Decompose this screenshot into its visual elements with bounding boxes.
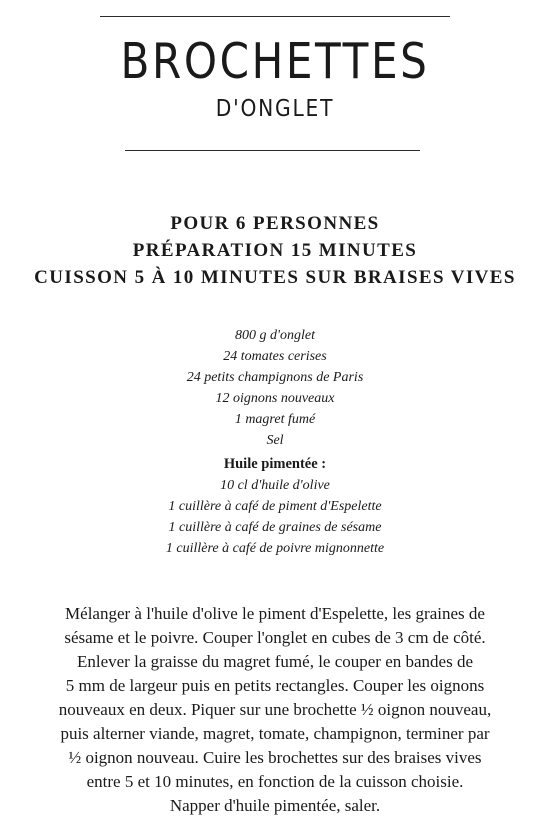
recipe-meta — [0, 210, 550, 291]
servings: POUR 6 PERSONNES — [170, 213, 380, 234]
sauce-heading: Huile pimentée : — [223, 456, 327, 472]
ingredient-item: 800 g d'onglet — [235, 328, 315, 343]
ingredient-item: 24 petits champignons de Paris — [186, 370, 364, 385]
top-divider — [100, 16, 450, 17]
sauce-item: 10 cl d'huile d'olive — [220, 478, 330, 493]
recipe-title: BROCHETTES — [120, 33, 430, 90]
method-line: puis alterner viande, magret, tomate, champignon, terminer par — [60, 724, 490, 743]
method-line: Enlever la graisse du magret fumé, le couper en bandes de — [76, 652, 474, 671]
sauce-item: 1 cuillère à café de poivre mignonnette — [165, 541, 385, 556]
preparation-time: PRÉPARATION 15 MINUTES — [132, 240, 418, 261]
method-line: ½ oignon nouveau. Cuire les brochettes sur des braises vives — [68, 748, 482, 767]
method-line: entre 5 et 10 minutes, en fonction de la cuisson choisie. — [86, 772, 464, 791]
ingredient-item: Sel — [266, 433, 284, 448]
method-line: 5 mm de largeur puis en petits rectangles. Couper les oignons — [65, 676, 485, 695]
ingredients-list — [0, 325, 550, 559]
cooking-time: CUISSON 5 À 10 MINUTES SUR BRAISES VIVES — [34, 267, 516, 288]
method-line: sésame et le poivre. Couper l'onglet en cubes de 3 cm de côté. — [64, 628, 486, 647]
recipe-subtitle: D'ONGLET — [215, 96, 335, 122]
method-line: Napper d'huile pimentée, saler. — [169, 796, 381, 815]
ingredient-item: 12 oignons nouveaux — [215, 391, 335, 406]
method-paragraph — [0, 602, 550, 818]
ingredient-item: 1 magret fumé — [234, 412, 316, 427]
ingredient-item: 24 tomates cerises — [223, 349, 327, 364]
sauce-item: 1 cuillère à café de piment d'Espelette — [168, 499, 382, 514]
method-line: nouveaux en deux. Piquer sur une brochette ½ oignon nouveau, — [58, 700, 492, 719]
method-line: Mélanger à l'huile d'olive le piment d'Espelette, les graines de — [65, 604, 485, 623]
sauce-item: 1 cuillère à café de graines de sésame — [168, 520, 382, 535]
bottom-divider — [125, 150, 420, 151]
